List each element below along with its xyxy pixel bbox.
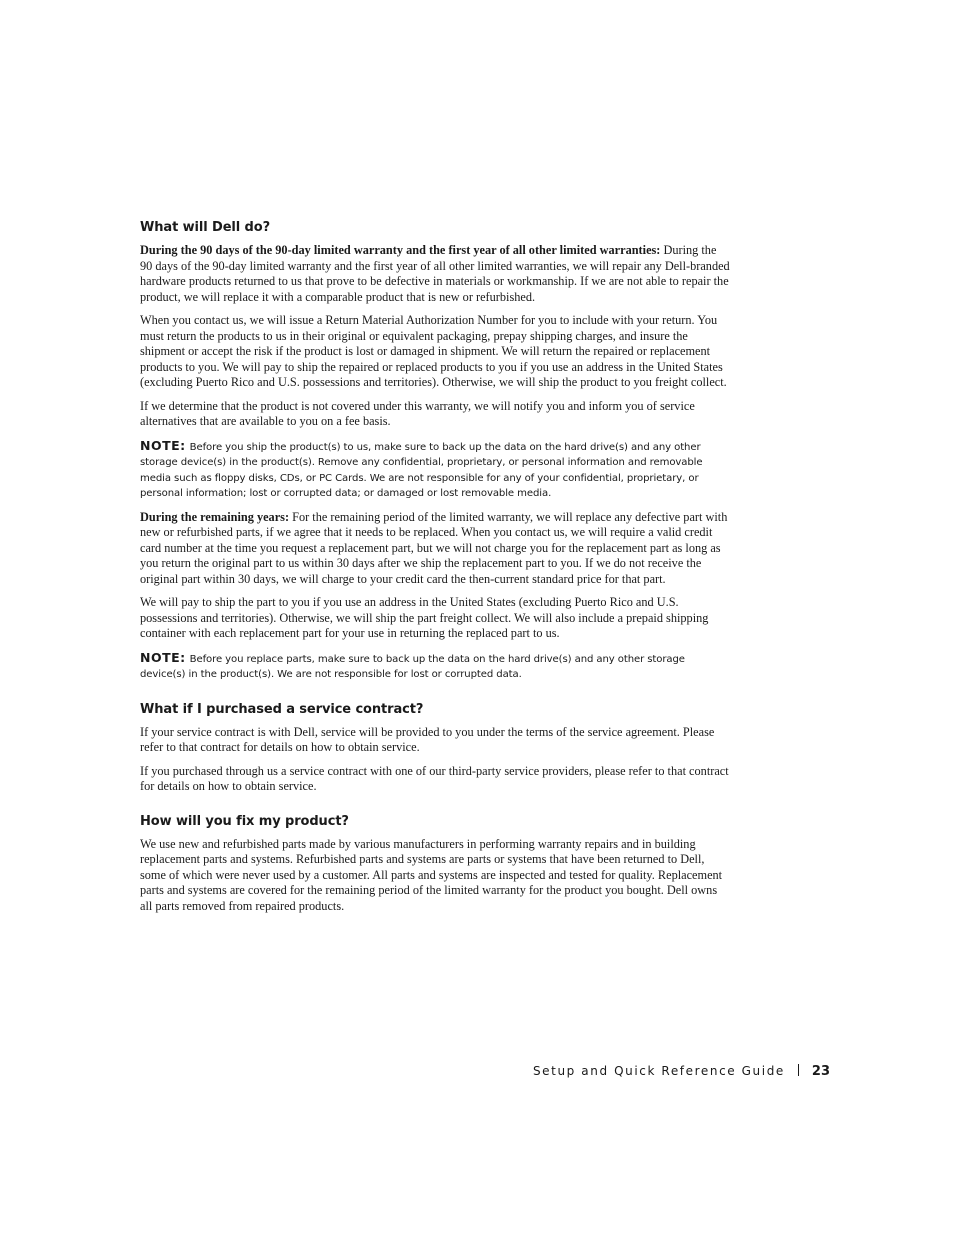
text-first-year: During the 90 days of the 90-day limited warranty and the first year of all other limited warranties, we will repair any Dell-branded hardware products returned to us that prove to be defective in materials or workmanship. If we are not able to repair the product, we will replace it with a comparable product that is new or refurbished.: [140, 243, 730, 304]
heading-service-contract: What if I purchased a service contract?: [140, 701, 424, 717]
paragraph-first-year-warranty: [140, 243, 730, 305]
footer-separator: [798, 1064, 799, 1076]
paragraph-remaining-years: [140, 510, 730, 588]
paragraph-part-shipping: We will pay to ship the part to you if you use an address in the United States (excluding Puerto Rico and U.S. possessions and territories). Otherwise, we will ship the part freight collect. We will also include a prepaid shipping container with each replacement part for your use in returning the replaced part to us.: [140, 595, 709, 640]
paragraph-dell-service-contract: If your service contract is with Dell, service will be provided to you under the terms of the service agreement. Please refer to that contract for details on how to obtain service.: [140, 724, 715, 754]
note-backup-before-replace: [140, 650, 730, 683]
note-backup-before-ship: [140, 438, 730, 502]
paragraph-refurbished-parts: We use new and refurbished parts made by various manufacturers in performing warranty repairs and in building replacement parts and systems. Refurbished parts and systems are parts or systems that have been returned to Dell, some of which were never used by a customer. All parts and systems are inspected and tested for quality. Replacement parts and systems are covered for the remaining period of the limited warranty for the product you bought. Dell owns all parts removed from repaired products.: [140, 836, 723, 913]
note-text: Before you replace parts, make sure to back up the data on the hard drive(s) and any other storage device(s) in the product(s). We are not responsible for lost or corrupted data.: [140, 653, 685, 680]
note-label: NOTE:: [140, 649, 186, 665]
paragraph-third-party-contract: If you purchased through us a service contract with one of our third-party service providers, please refer to that contract for details on how to obtain service.: [140, 763, 729, 793]
heading-fix-product: How will you fix my product?: [140, 813, 349, 829]
lead-remaining-years: During the remaining years:: [140, 509, 290, 524]
heading-what-will-dell-do: What will Dell do?: [140, 220, 271, 235]
page-footer: [533, 1062, 830, 1081]
note-text: Before you ship the product(s) to us, make sure to back up the data on the hard drive(s) and any other storage device(s) in the product(s). Remove any confidential, proprietary, or personal information and removable media such as floppy disks, CDs, or PC Cards. We are not responsible for any of your confidential, proprietary, or personal information; lost or corrupted data; or damaged or lost removable media.: [140, 441, 703, 499]
footer-guide-title: Setup and Quick Reference Guide: [532, 1064, 785, 1078]
page-number: 23: [811, 1064, 830, 1079]
page-content: [140, 219, 730, 922]
note-label: NOTE:: [140, 437, 186, 453]
paragraph-return-authorization: When you contact us, we will issue a Return Material Authorization Number for you to include with your return. You must return the products to us in their original or equivalent packaging, prepay shipping charges, and insure the shipment or accept the risk if the product is lost or damaged in shipment. We will return the repaired or replacement products to you. We will pay to ship the repaired or replaced products to you if you use an address in the United States (excluding Puerto Rico and U.S. possessions and territories). Otherwise, we will ship the product to you freight collect.: [140, 313, 727, 389]
lead-first-year: During the 90 days of the 90-day limited warranty and the first year of all other limited warranties:: [140, 243, 661, 257]
paragraph-not-covered: If we determine that the product is not covered under this warranty, we will notify you and inform you of service alternatives that are available to you on a fee basis.: [140, 398, 695, 428]
text-remaining-years: For the remaining period of the limited warranty, we will replace any defective part with new or refurbished parts, if we agree that it needs to be replaced. When you contact us, we will require a valid credit card number at the time you request a replacement part, but we will not charge you for the replacement part as long as you return the original part to us within 30 days after we ship the replacement part to you. If we do not receive the original part within 30 days, we will charge to your credit card the then-current standard price for that part.: [140, 509, 728, 586]
